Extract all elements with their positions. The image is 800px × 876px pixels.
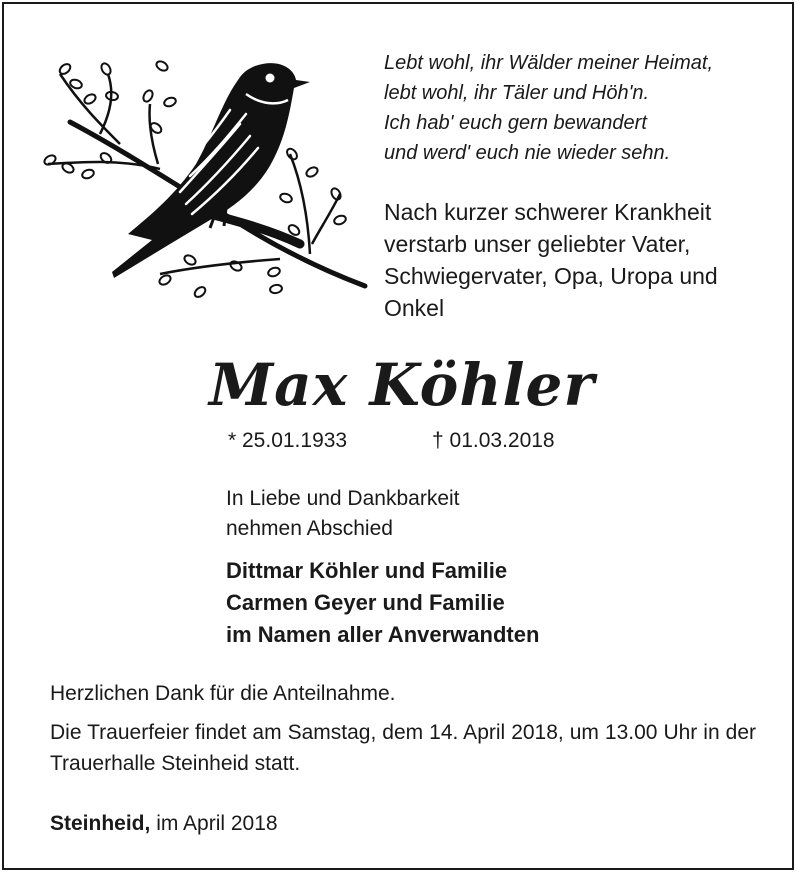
bird-on-branch-icon bbox=[40, 44, 370, 314]
place-date-rest: im April 2018 bbox=[150, 812, 278, 835]
death-date: † 01.03.2018 bbox=[432, 429, 555, 452]
mourners-list bbox=[226, 555, 539, 651]
farewell-line: nehmen Abschied bbox=[226, 517, 393, 540]
announcement bbox=[384, 196, 756, 324]
deceased-name: Max Köhler bbox=[208, 351, 596, 419]
announcement-line: Schwiegervater, Opa, Uropa und bbox=[384, 263, 718, 289]
birth-date: * 25.01.1933 bbox=[228, 429, 348, 452]
poem bbox=[384, 48, 764, 168]
mourner: Dittmar Köhler und Familie bbox=[226, 558, 508, 583]
farewell-line: In Liebe und Dankbarkeit bbox=[226, 487, 460, 510]
obituary-card bbox=[2, 2, 794, 870]
place-name: Steinheid, bbox=[50, 812, 151, 835]
announcement-line: Nach kurzer schwerer Krankheit bbox=[384, 199, 712, 225]
mourner: im Namen aller Anverwandten bbox=[226, 622, 540, 647]
announcement-line: verstarb unser geliebter Vater, bbox=[384, 231, 691, 257]
life-dates bbox=[228, 428, 628, 454]
announcement-line: Onkel bbox=[384, 295, 445, 321]
mourner: Carmen Geyer und Familie bbox=[226, 590, 505, 615]
closing-text bbox=[50, 678, 756, 779]
place-date bbox=[50, 809, 278, 839]
poem-line: lebt wohl, ihr Täler und Höh'n. bbox=[384, 82, 650, 104]
poem-line: Lebt wohl, ihr Wälder meiner Heimat, bbox=[384, 52, 714, 74]
thanks-line: Herzlichen Dank für die Anteilnahme. bbox=[50, 682, 396, 705]
poem-line: und werd' euch nie wieder sehn. bbox=[384, 142, 671, 164]
poem-line: Ich hab' euch gern bewandert bbox=[384, 112, 647, 134]
ceremony-info: Die Trauerfeier findet am Samstag, dem 14. April 2018, um 13.00 Uhr in der Trauerhalle Steinheid statt. bbox=[50, 721, 756, 775]
farewell-text bbox=[226, 484, 460, 544]
